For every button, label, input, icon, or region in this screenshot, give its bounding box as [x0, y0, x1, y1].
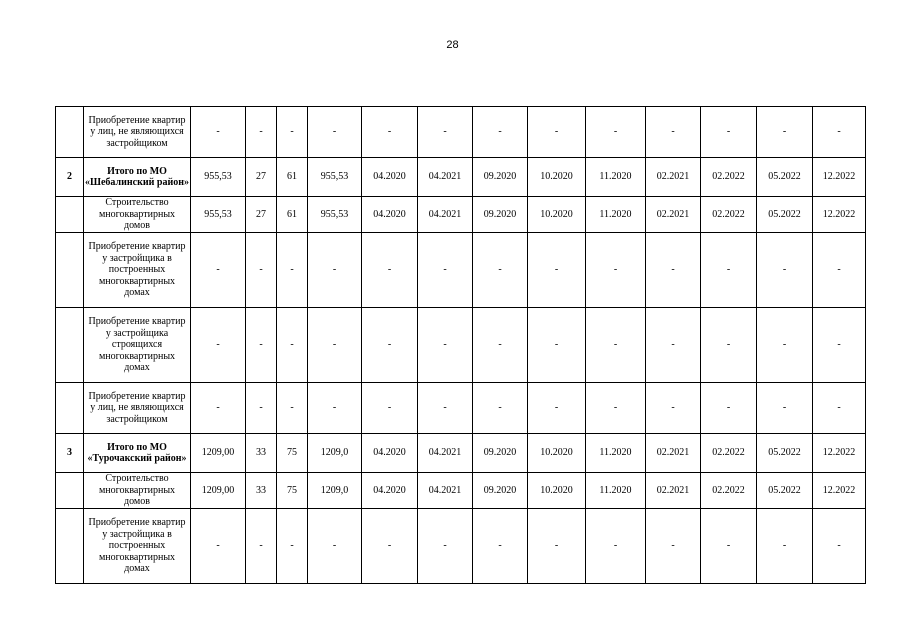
table-row — [56, 197, 866, 233]
value-cell: 33 — [246, 473, 277, 509]
value-cell: - — [757, 509, 813, 584]
value-cell: - — [701, 509, 757, 584]
row-name-cell: Строительство многоквартирных домов — [84, 197, 191, 233]
row-name-cell: Приобретение квартир у застройщика в построенных многоквартирных домах — [84, 509, 191, 584]
value-cell: - — [418, 383, 473, 434]
value-cell: 955,53 — [191, 158, 246, 197]
value-cell: - — [246, 509, 277, 584]
value-cell: - — [277, 233, 308, 308]
value-cell: - — [191, 509, 246, 584]
table-row — [56, 107, 866, 158]
value-cell: 04.2021 — [418, 434, 473, 473]
value-cell: - — [528, 233, 586, 308]
value-cell: - — [277, 383, 308, 434]
value-cell: - — [246, 383, 277, 434]
value-cell: - — [646, 107, 701, 158]
row-name-cell: Итого по МО «Шебалинский район» — [84, 158, 191, 197]
value-cell: 61 — [277, 197, 308, 233]
value-cell: - — [362, 308, 418, 383]
row-number-cell: 2 — [56, 158, 84, 197]
value-cell: 04.2020 — [362, 158, 418, 197]
value-cell: - — [813, 383, 866, 434]
value-cell: 02.2022 — [701, 158, 757, 197]
value-cell: - — [586, 383, 646, 434]
value-cell: - — [757, 233, 813, 308]
row-number-cell — [56, 383, 84, 434]
value-cell: - — [528, 107, 586, 158]
value-cell: 02.2022 — [701, 434, 757, 473]
row-number-cell — [56, 509, 84, 584]
value-cell: - — [473, 233, 528, 308]
value-cell: - — [757, 308, 813, 383]
value-cell: 04.2020 — [362, 197, 418, 233]
value-cell: - — [757, 107, 813, 158]
value-cell: 1209,00 — [191, 434, 246, 473]
value-cell: 02.2022 — [701, 473, 757, 509]
row-number-cell — [56, 308, 84, 383]
value-cell: - — [701, 308, 757, 383]
row-name-cell: Приобретение квартир у лиц, не являющихся застройщиком — [84, 383, 191, 434]
row-name-cell: Приобретение квартир у застройщика в построенных многоквартирных домах — [84, 233, 191, 308]
value-cell: 09.2020 — [473, 197, 528, 233]
value-cell: 02.2021 — [646, 434, 701, 473]
value-cell: - — [586, 308, 646, 383]
value-cell: 04.2020 — [362, 434, 418, 473]
resettlement-schedule-table — [55, 106, 866, 584]
value-cell: - — [277, 509, 308, 584]
value-cell: 11.2020 — [586, 197, 646, 233]
value-cell: 02.2021 — [646, 158, 701, 197]
value-cell: 02.2021 — [646, 197, 701, 233]
value-cell: 05.2022 — [757, 158, 813, 197]
value-cell: - — [813, 509, 866, 584]
value-cell: - — [308, 233, 362, 308]
row-number-cell — [56, 233, 84, 308]
value-cell: - — [473, 383, 528, 434]
value-cell: - — [418, 509, 473, 584]
value-cell: - — [418, 308, 473, 383]
value-cell: - — [308, 383, 362, 434]
value-cell: 04.2021 — [418, 158, 473, 197]
value-cell: 12.2022 — [813, 473, 866, 509]
value-cell: - — [308, 107, 362, 158]
value-cell: 05.2022 — [757, 434, 813, 473]
value-cell: 05.2022 — [757, 197, 813, 233]
value-cell: 04.2020 — [362, 473, 418, 509]
value-cell: 75 — [277, 473, 308, 509]
row-name-cell: Строительство многоквартирных домов — [84, 473, 191, 509]
value-cell: - — [646, 233, 701, 308]
value-cell: - — [813, 308, 866, 383]
value-cell: - — [528, 308, 586, 383]
table-body — [56, 107, 866, 584]
value-cell: - — [362, 509, 418, 584]
row-number-cell — [56, 197, 84, 233]
value-cell: - — [473, 107, 528, 158]
value-cell: - — [308, 509, 362, 584]
value-cell: - — [528, 509, 586, 584]
value-cell: - — [191, 308, 246, 383]
value-cell: 10.2020 — [528, 434, 586, 473]
table-row — [56, 473, 866, 509]
value-cell: - — [246, 107, 277, 158]
value-cell: 09.2020 — [473, 158, 528, 197]
table-row — [56, 383, 866, 434]
value-cell: 11.2020 — [586, 473, 646, 509]
value-cell: - — [308, 308, 362, 383]
value-cell: 10.2020 — [528, 197, 586, 233]
value-cell: 10.2020 — [528, 158, 586, 197]
value-cell: - — [646, 509, 701, 584]
value-cell: - — [813, 107, 866, 158]
value-cell: - — [418, 233, 473, 308]
value-cell: - — [418, 107, 473, 158]
table-row — [56, 509, 866, 584]
row-name-cell: Итого по МО «Турочакский район» — [84, 434, 191, 473]
value-cell: 02.2022 — [701, 197, 757, 233]
value-cell: - — [528, 383, 586, 434]
value-cell: 12.2022 — [813, 197, 866, 233]
value-cell: - — [191, 233, 246, 308]
value-cell: - — [362, 383, 418, 434]
value-cell: - — [813, 233, 866, 308]
value-cell: - — [586, 107, 646, 158]
value-cell: 1209,0 — [308, 434, 362, 473]
value-cell: 09.2020 — [473, 434, 528, 473]
row-number-cell — [56, 473, 84, 509]
value-cell: - — [586, 509, 646, 584]
value-cell: 10.2020 — [528, 473, 586, 509]
value-cell: 33 — [246, 434, 277, 473]
value-cell: - — [701, 383, 757, 434]
value-cell: - — [586, 233, 646, 308]
value-cell: 09.2020 — [473, 473, 528, 509]
value-cell: 02.2021 — [646, 473, 701, 509]
row-number-cell — [56, 107, 84, 158]
value-cell: - — [277, 107, 308, 158]
total-row — [56, 158, 866, 197]
value-cell: - — [701, 107, 757, 158]
value-cell: - — [646, 308, 701, 383]
total-row — [56, 434, 866, 473]
value-cell: 11.2020 — [586, 434, 646, 473]
table-row — [56, 308, 866, 383]
value-cell: - — [362, 233, 418, 308]
row-number-cell: 3 — [56, 434, 84, 473]
row-name-cell: Приобретение квартир у застройщика строящихся многоквартирных домах — [84, 308, 191, 383]
value-cell: - — [473, 509, 528, 584]
row-name-cell: Приобретение квартир у лиц, не являющихся застройщиком — [84, 107, 191, 158]
value-cell: - — [277, 308, 308, 383]
value-cell: 12.2022 — [813, 158, 866, 197]
value-cell: 27 — [246, 197, 277, 233]
value-cell: 1209,00 — [191, 473, 246, 509]
value-cell: - — [191, 107, 246, 158]
value-cell: 05.2022 — [757, 473, 813, 509]
value-cell: 04.2021 — [418, 197, 473, 233]
value-cell: 1209,0 — [308, 473, 362, 509]
value-cell: 04.2021 — [418, 473, 473, 509]
value-cell: - — [246, 233, 277, 308]
value-cell: - — [646, 383, 701, 434]
value-cell: 955,53 — [191, 197, 246, 233]
table-row — [56, 233, 866, 308]
value-cell: 955,53 — [308, 158, 362, 197]
value-cell: 75 — [277, 434, 308, 473]
value-cell: - — [246, 308, 277, 383]
value-cell: - — [362, 107, 418, 158]
value-cell: - — [473, 308, 528, 383]
value-cell: 27 — [246, 158, 277, 197]
value-cell: - — [757, 383, 813, 434]
value-cell: 12.2022 — [813, 434, 866, 473]
value-cell: - — [191, 383, 246, 434]
value-cell: 955,53 — [308, 197, 362, 233]
page-number: 28 — [446, 39, 459, 51]
value-cell: - — [701, 233, 757, 308]
value-cell: 61 — [277, 158, 308, 197]
value-cell: 11.2020 — [586, 158, 646, 197]
